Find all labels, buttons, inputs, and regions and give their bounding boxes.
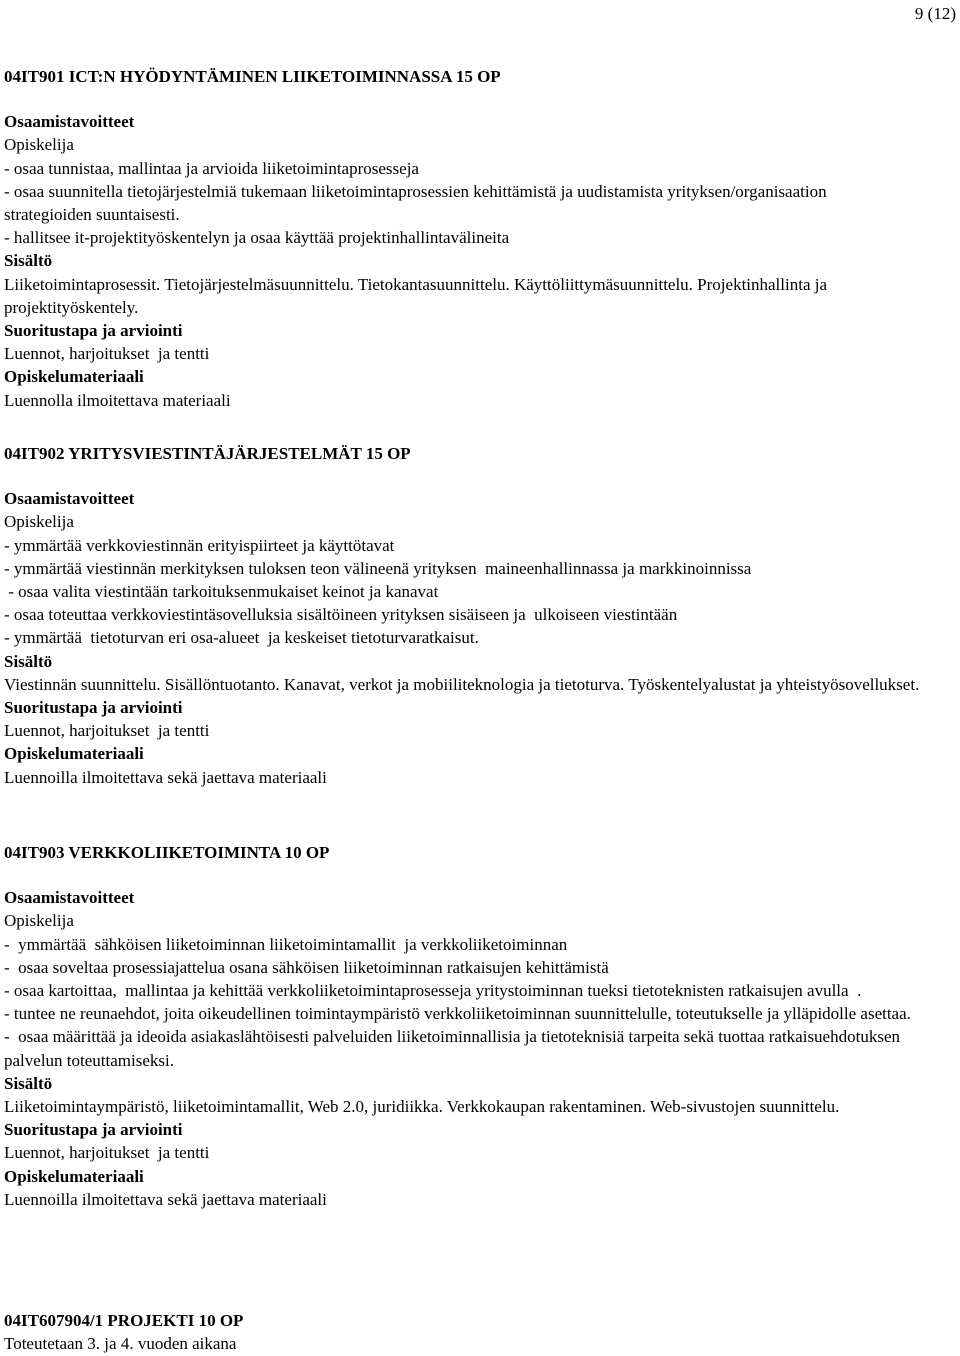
student-label: Opiskelija	[4, 135, 74, 155]
method-heading: Suoritustapa ja arviointi	[4, 1120, 183, 1140]
course-note: Toteutetaan 3. ja 4. vuoden aikana	[4, 1334, 237, 1354]
content-text: Liiketoimintaympäristö, liiketoimintamallit, Web 2.0, juridiikka. Verkkokaupan rakentaminen. Web-sivustojen suunnittelu.	[4, 1097, 840, 1117]
content-heading: Sisältö	[4, 251, 53, 271]
goals-heading: Osaamistavoitteet	[4, 888, 135, 908]
goal-item: - tuntee ne reunaehdot, joita oikeudellinen toimintaympäristö verkkoliiketoiminnan suunnittelulle, toteutukselle ja ylläpidolle asettaa.	[4, 1004, 911, 1024]
content-text: Liiketoimintaprosessit. Tietojärjestelmäsuunnittelu. Tietokantasuunnittelu. Käyttöliittymäsuunnittelu. Projektinhallinta ja projektityöskentely.	[4, 274, 828, 317]
method-text: Luennot, harjoitukset ja tentti	[4, 1143, 210, 1163]
course-title: 04IT607904/1 PROJEKTI 10 OP	[4, 1311, 244, 1330]
course-title: 04IT902 YRITYSVIESTINTÄJÄRJESTELMÄT 15 OP	[4, 444, 411, 463]
page-number: 9 (12)	[914, 4, 956, 23]
goal-item: - ymmärtää tietoturvan eri osa-alueet ja keskeiset tietoturvaratkaisut.	[4, 628, 479, 648]
content-text: Viestinnän suunnittelu. Sisällöntuotanto. Kanavat, verkot ja mobiiliteknologia ja tietoturva. Työskentelyalustat ja yhteistyösovellukset.	[4, 674, 920, 694]
goal-item: - osaa valita viestintään tarkoituksenmukaiset keinot ja kanavat	[4, 582, 439, 602]
material-heading: Opiskelumateriaali	[4, 744, 144, 764]
goal-item: - osaa tunnistaa, mallintaa ja arvioida liiketoimintaprosesseja	[4, 158, 419, 178]
method-heading: Suoritustapa ja arviointi	[4, 321, 183, 341]
goal-item: - hallitsee it-projektityöskentelyn ja osaa käyttää projektinhallintavälineita	[4, 228, 510, 248]
content-heading: Sisältö	[4, 1073, 53, 1093]
goal-item: - ymmärtää viestinnän merkityksen tuloksen teon välineenä yrityksen maineenhallinnassa ja markkinoinnissa	[4, 558, 752, 578]
course-section-1	[4, 65, 949, 412]
goal-item: - osaa suunnitella tietojärjestelmiä tukemaan liiketoimintaprosessien kehittämistä ja uudistamista yrityksen/organisaation strategioiden suuntaisesti.	[4, 181, 827, 225]
material-text: Luennoilla ilmoitettava sekä jaettava materiaali	[4, 767, 327, 787]
goals-heading: Osaamistavoitteet	[4, 489, 135, 509]
student-label: Opiskelija	[4, 911, 74, 931]
goal-item: - osaa määrittää ja ideoida asiakaslähtöisesti palveluiden liiketoiminnallisia ja tietoteknisiä tarpeita sekä tuottaa ratkaisuehdotuksen palvelun toteuttamiseksi.	[4, 1027, 905, 1070]
course-section-2	[4, 442, 949, 789]
goal-item: - ymmärtää verkkoviestinnän erityispiirteet ja käyttötavat	[4, 535, 395, 555]
material-text: Luennolla ilmoitettava materiaali	[4, 390, 231, 410]
method-heading: Suoritustapa ja arviointi	[4, 698, 183, 718]
method-text: Luennot, harjoitukset ja tentti	[4, 344, 210, 364]
content-heading: Sisältö	[4, 651, 53, 671]
goal-item: - ymmärtää sähköisen liiketoiminnan liiketoimintamallit ja verkkoliiketoiminnan	[4, 934, 568, 954]
goal-item: - osaa kartoittaa, mallintaa ja kehittää verkkoliiketoimintaprosesseja yritystoiminnan tueksi tietoteknisten ratkaisujen avulla .	[4, 981, 862, 1001]
course-section-3	[4, 841, 949, 1211]
goal-item: - osaa soveltaa prosessiajattelua osana sähköisen liiketoiminnan ratkaisujen kehittämistä	[4, 957, 609, 977]
goals-heading: Osaamistavoitteet	[4, 112, 135, 132]
material-heading: Opiskelumateriaali	[4, 367, 144, 387]
student-label: Opiskelija	[4, 512, 74, 532]
goal-item: - osaa toteuttaa verkkoviestintäsovelluksia sisältöineen yrityksen sisäiseen ja ulkoiseen viestintään	[4, 605, 678, 625]
material-text: Luennoilla ilmoitettava sekä jaettava materiaali	[4, 1189, 327, 1209]
course-section-4	[4, 1309, 949, 1355]
method-text: Luennot, harjoitukset ja tentti	[4, 721, 210, 741]
course-title: 04IT901 ICT:N HYÖDYNTÄMINEN LIIKETOIMINNASSA 15 OP	[4, 67, 501, 86]
course-title: 04IT903 VERKKOLIIKETOIMINTA 10 OP	[4, 843, 330, 862]
material-heading: Opiskelumateriaali	[4, 1166, 144, 1186]
